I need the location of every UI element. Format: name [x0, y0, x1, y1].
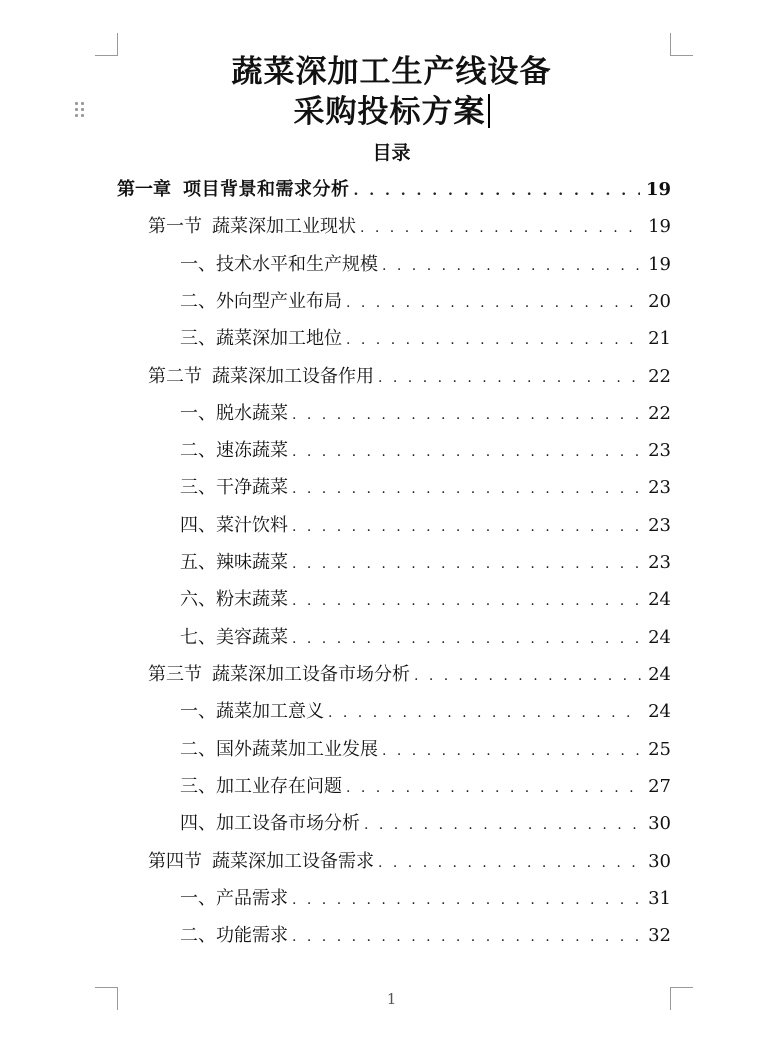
- toc-entry-page: 22: [648, 403, 671, 424]
- toc-entry-page: 23: [648, 515, 671, 536]
- toc-entry[interactable]: [180, 544, 671, 581]
- toc-leader-dots: [328, 695, 642, 732]
- toc-heading[interactable]: 目录: [372, 142, 411, 164]
- toc-entry-page: 27: [648, 776, 671, 797]
- toc-entry-page: 32: [648, 925, 671, 946]
- toc-entry-label: 蔬菜深加工设备作用: [212, 366, 374, 387]
- toc-entry[interactable]: [180, 917, 671, 954]
- toc-entry-number: 二、: [180, 739, 216, 760]
- toc-entry-label: 蔬菜深加工设备需求: [212, 851, 374, 872]
- toc-entry[interactable]: [148, 843, 671, 880]
- toc-entry[interactable]: [148, 656, 671, 693]
- document-title-line-1[interactable]: 蔬菜深加工生产线设备: [231, 54, 552, 90]
- toc-leader-dots: [382, 248, 642, 285]
- toc-entry[interactable]: [180, 805, 671, 842]
- toc-entry-label: 产品需求: [216, 888, 288, 909]
- toc-leader-dots: [292, 546, 642, 583]
- toc-entry-page: 24: [648, 664, 671, 685]
- toc-entry-label: 项目背景和需求分析: [183, 179, 350, 200]
- toc-leader-dots: [292, 471, 642, 508]
- toc-entry-page: 30: [648, 813, 671, 834]
- toc-entry-number: 第一章: [117, 179, 171, 200]
- toc-entry-label: 菜汁饮料: [216, 515, 288, 536]
- toc-entry-number: 第一节: [148, 216, 202, 237]
- toc-leader-dots: [378, 360, 642, 397]
- toc-entry[interactable]: [180, 395, 671, 432]
- toc-entry[interactable]: [180, 581, 671, 618]
- toc-entry[interactable]: [117, 171, 671, 208]
- toc-entry-page: 24: [648, 627, 671, 648]
- toc-entry-page: 23: [648, 477, 671, 498]
- toc-entry[interactable]: [180, 768, 671, 805]
- toc-entry-label: 干净蔬菜: [216, 477, 288, 498]
- toc-leader-dots: [378, 845, 642, 882]
- toc-leader-dots: [292, 919, 642, 956]
- toc-entry[interactable]: [148, 208, 671, 245]
- toc-entry[interactable]: [180, 507, 671, 544]
- toc-entry-label: 蔬菜深加工业现状: [212, 216, 356, 237]
- toc-leader-dots: [346, 770, 642, 807]
- toc-leader-dots: [354, 173, 640, 210]
- toc-entry-label: 蔬菜加工意义: [216, 701, 324, 722]
- document-title-line-2[interactable]: [0, 92, 783, 132]
- toc-entry-label: 技术水平和生产规模: [216, 254, 378, 275]
- toc-entry-number: 二、: [180, 925, 216, 946]
- toc-entry-page: 19: [648, 254, 671, 275]
- toc-entry-label: 粉末蔬菜: [216, 589, 288, 610]
- toc-leader-dots: [292, 397, 642, 434]
- toc-entry[interactable]: [180, 246, 671, 283]
- toc-entry-page: 22: [648, 366, 671, 387]
- toc-entry-number: 三、: [180, 477, 216, 498]
- toc-entry-number: 第四节: [148, 851, 202, 872]
- toc-leader-dots: [292, 509, 642, 546]
- toc-entry-label: 加工业存在问题: [216, 776, 342, 797]
- toc-entry-page: 23: [648, 440, 671, 461]
- toc-entry-number: 四、: [180, 813, 216, 834]
- toc-entry[interactable]: [180, 731, 671, 768]
- toc-entry-page: 21: [648, 328, 671, 349]
- toc-entry-label: 辣味蔬菜: [216, 552, 288, 573]
- toc-entry-number: 七、: [180, 627, 216, 648]
- text-cursor: [488, 94, 490, 128]
- toc-entry-page: 25: [648, 739, 671, 760]
- toc-leader-dots: [360, 210, 642, 247]
- toc-entry-number: 五、: [180, 552, 216, 573]
- toc-entry-number: 一、: [180, 254, 216, 275]
- toc-leader-dots: [292, 434, 642, 471]
- toc-entry-page: 19: [645, 179, 671, 200]
- page-number: 1: [386, 990, 397, 1008]
- toc-entry-number: 一、: [180, 701, 216, 722]
- toc-entry-number: 二、: [180, 291, 216, 312]
- toc-entry-number: 四、: [180, 515, 216, 536]
- toc-leader-dots: [292, 882, 642, 919]
- toc-entry[interactable]: [180, 283, 671, 320]
- toc-entry[interactable]: [180, 469, 671, 506]
- toc-leader-dots: [292, 621, 642, 658]
- toc-entry-number: 三、: [180, 328, 216, 349]
- toc-leader-dots: [364, 807, 642, 844]
- toc-entry-page: 31: [648, 888, 671, 909]
- toc-entry[interactable]: [180, 693, 671, 730]
- toc-entry[interactable]: [148, 358, 671, 395]
- toc-entry-number: 一、: [180, 888, 216, 909]
- toc-entry-label: 加工设备市场分析: [216, 813, 360, 834]
- toc-entry-label: 蔬菜深加工设备市场分析: [212, 664, 410, 685]
- toc-entry-label: 速冻蔬菜: [216, 440, 288, 461]
- toc-entry-number: 二、: [180, 440, 216, 461]
- toc-entry-number: 第三节: [148, 664, 202, 685]
- toc-entry-label: 国外蔬菜加工业发展: [216, 739, 378, 760]
- toc-entry-number: 六、: [180, 589, 216, 610]
- toc-entry[interactable]: [180, 320, 671, 357]
- toc-entry-page: 24: [648, 701, 671, 722]
- toc-entry[interactable]: [180, 880, 671, 917]
- toc-entry-label: 美容蔬菜: [216, 627, 288, 648]
- toc-entry-label: 蔬菜深加工地位: [216, 328, 342, 349]
- toc-entry-page: 24: [648, 589, 671, 610]
- toc-entry-page: 23: [648, 552, 671, 573]
- toc-leader-dots: [346, 322, 642, 359]
- toc-entry[interactable]: [180, 432, 671, 469]
- toc-entry-number: 第二节: [148, 366, 202, 387]
- toc-leader-dots: [382, 733, 642, 770]
- toc-entry-number: 一、: [180, 403, 216, 424]
- toc-entry-number: 三、: [180, 776, 216, 797]
- toc-entry-label: 功能需求: [216, 925, 288, 946]
- toc-leader-dots: [414, 658, 642, 695]
- toc-entry-label: 脱水蔬菜: [216, 403, 288, 424]
- toc-entry-label: 外向型产业布局: [216, 291, 342, 312]
- document-title-line-2-text[interactable]: 采购投标方案: [293, 94, 486, 130]
- toc-entry-page: 19: [648, 216, 671, 237]
- toc-entry-page: 20: [648, 291, 671, 312]
- toc-entry-page: 30: [648, 851, 671, 872]
- toc-entry[interactable]: [180, 619, 671, 656]
- toc-leader-dots: [346, 285, 642, 322]
- toc-leader-dots: [292, 583, 642, 620]
